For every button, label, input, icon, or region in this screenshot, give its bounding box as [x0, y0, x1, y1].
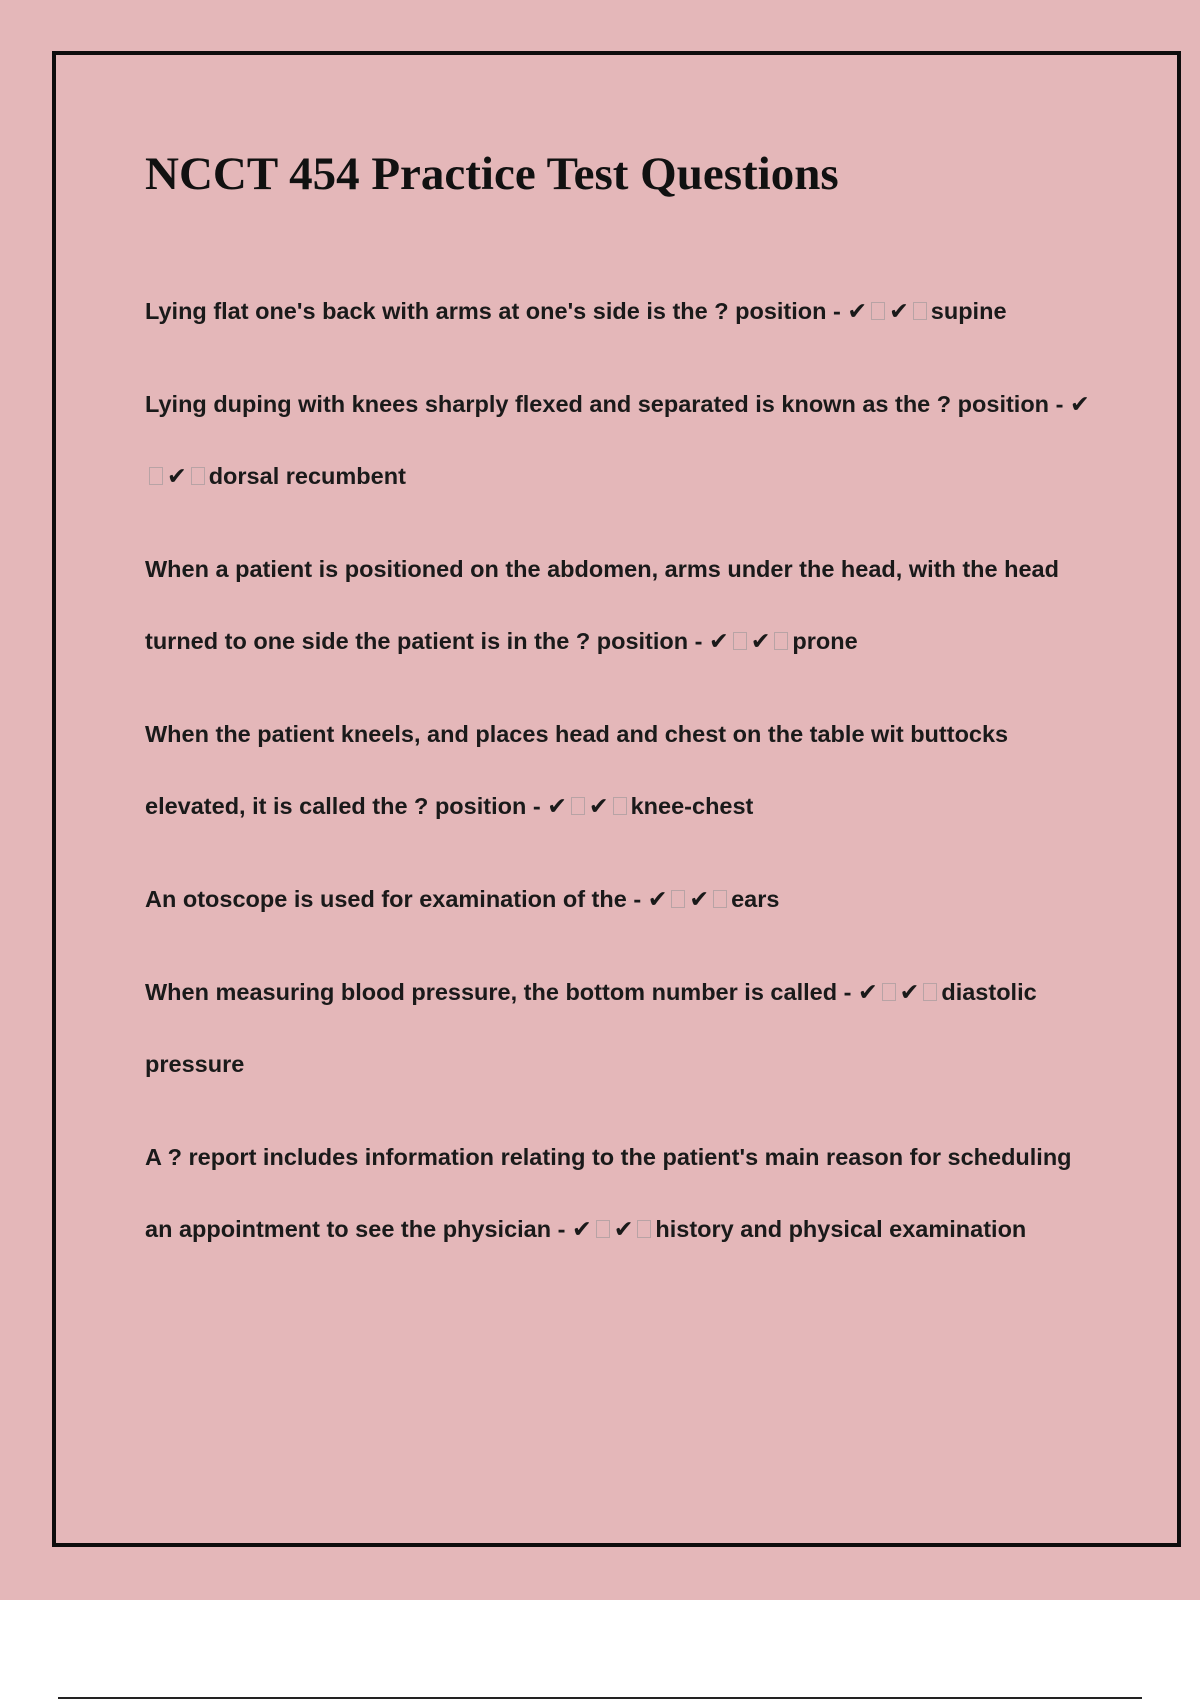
checkmark-icon: ✔	[889, 297, 909, 325]
question-item	[145, 368, 1095, 512]
answer-text: dorsal recumbent	[208, 463, 406, 489]
answer-text: history and physical examination	[655, 1216, 1027, 1242]
checkmark-icon: ✔	[709, 627, 729, 655]
question-text: A ? report includes information relating to the patient's main reason for scheduling an appointment to see the physician -	[145, 1144, 1072, 1242]
answer-text: ears	[731, 886, 780, 912]
missing-glyph-box-icon	[671, 890, 685, 908]
answer-text: knee-chest	[630, 793, 754, 819]
answer-text: supine	[930, 298, 1007, 324]
missing-glyph-box-icon	[923, 983, 937, 1001]
checkmark-icon: ✔	[647, 885, 668, 913]
question-text: Lying duping with knees sharply flexed and separated is known as the ? position -	[145, 391, 1064, 417]
missing-glyph-box-icon	[913, 302, 927, 320]
question-text: When measuring blood pressure, the bottom number is called -	[145, 979, 852, 1005]
question-text: When a patient is positioned on the abdomen, arms under the head, with the head turned to one side the patient is in the ? position -	[145, 556, 1059, 654]
question-item	[145, 533, 1095, 677]
checkmark-icon: ✔	[613, 1215, 634, 1243]
missing-glyph-box-icon	[871, 302, 885, 320]
bottom-divider	[58, 1697, 1142, 1699]
checkmark-icon: ✔	[588, 792, 609, 820]
answer-text: prone	[792, 628, 858, 654]
missing-glyph-box-icon	[882, 983, 896, 1001]
question-item	[145, 275, 1095, 347]
checkmark-icon: ✔	[750, 627, 771, 655]
checkmark-icon: ✔	[571, 1215, 592, 1243]
checkmark-icon: ✔	[899, 978, 920, 1006]
missing-glyph-box-icon	[191, 467, 205, 485]
missing-glyph-box-icon	[571, 797, 585, 815]
missing-glyph-box-icon	[774, 632, 788, 650]
question-text: When the patient kneels, and places head and chest on the table wit buttocks elevated, it is called the ? position -	[145, 721, 1009, 819]
missing-glyph-box-icon	[596, 1220, 610, 1238]
question-item	[145, 698, 1095, 842]
missing-glyph-box-icon	[637, 1220, 651, 1238]
question-text: An otoscope is used for examination of the -	[145, 886, 642, 912]
page-title: NCCT 454 Practice Test Questions	[145, 148, 839, 200]
checkmark-icon: ✔	[847, 297, 868, 325]
checkmark-icon: ✔	[857, 978, 878, 1006]
missing-glyph-box-icon	[733, 632, 747, 650]
question-item	[145, 956, 1095, 1100]
question-text: Lying flat one's back with arms at one's side is the ? position -	[145, 298, 841, 324]
missing-glyph-box-icon	[713, 890, 727, 908]
missing-glyph-box-icon	[613, 797, 627, 815]
checkmark-icon: ✔	[167, 462, 187, 490]
question-list	[145, 275, 1095, 1286]
missing-glyph-box-icon	[149, 467, 163, 485]
checkmark-icon: ✔	[547, 792, 567, 820]
question-item	[145, 1121, 1095, 1265]
checkmark-icon: ✔	[1069, 390, 1090, 418]
question-item	[145, 863, 1095, 935]
answer-text: diastolic pressure	[145, 979, 1037, 1077]
checkmark-icon: ✔	[689, 885, 710, 913]
